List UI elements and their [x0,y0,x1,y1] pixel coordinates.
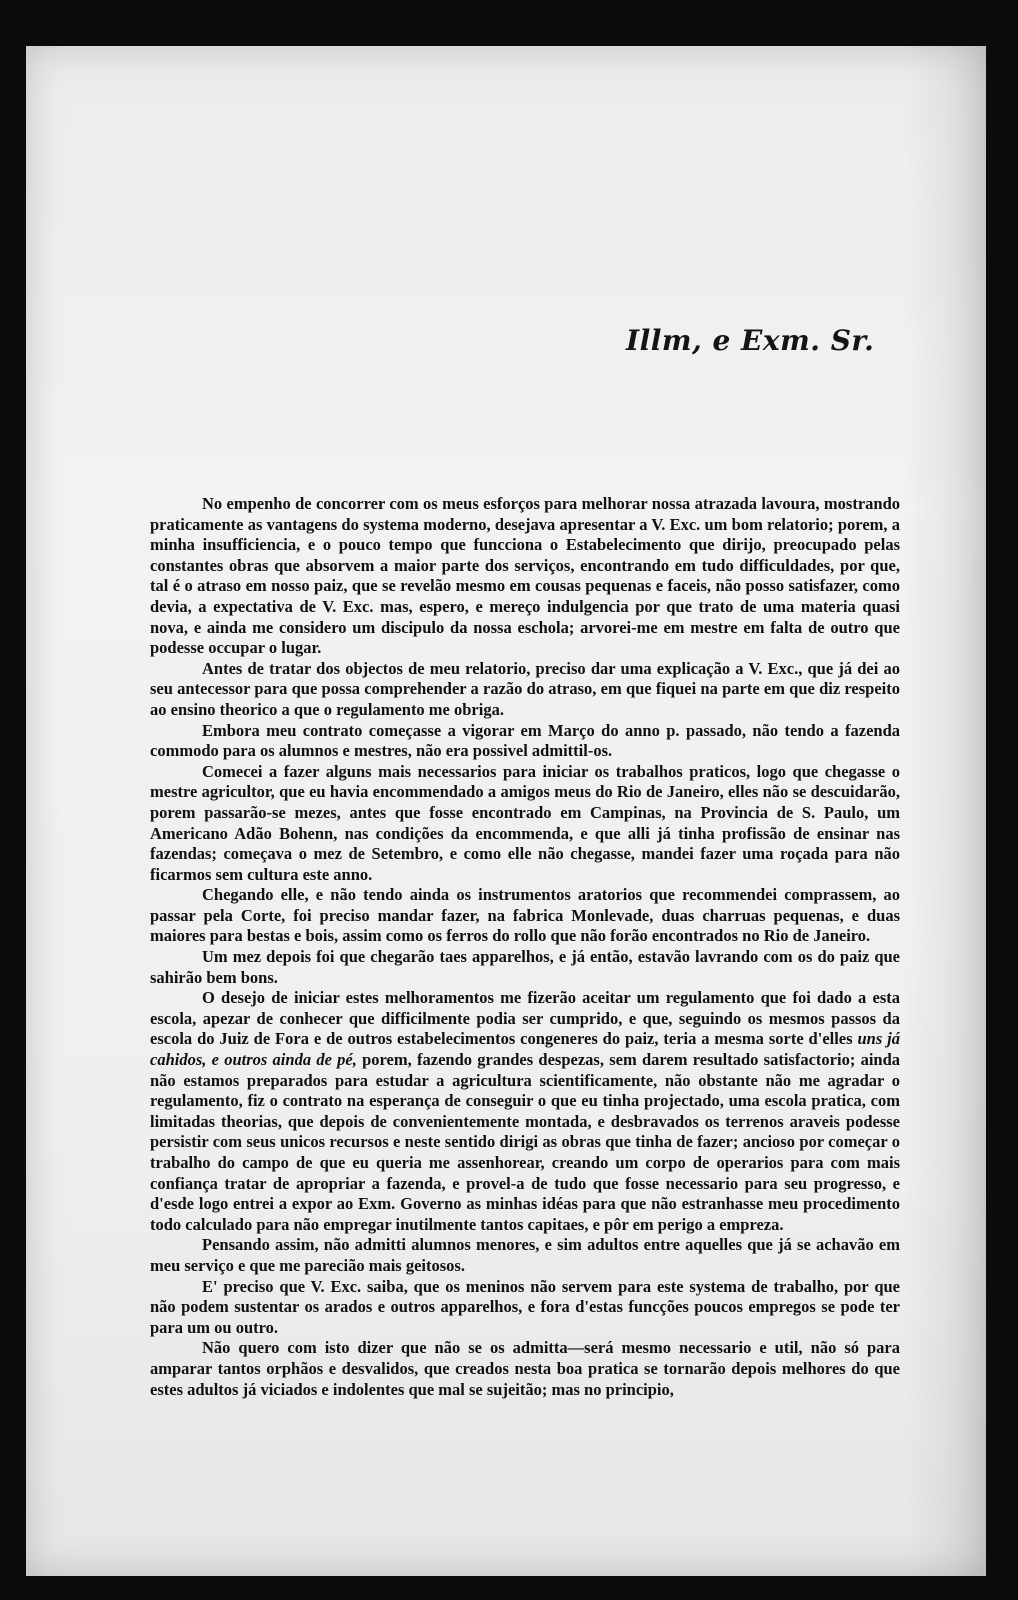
salutation: Illm, e Exm. Sr. [626,324,875,357]
paragraph: Antes de tratar dos objectos de meu relatorio, preciso dar uma explicação a V. Exc., que já dei ao seu antecessor para que possa comprehender a razão do atraso, em que fiquei na parte em que diz respeito ao ensino theorico a que o regulamento me obriga. [150,658,900,719]
paragraph: Embora meu contrato começasse a vigorar em Março do anno p. passado, não tendo a fazenda commodo para os alumnos e mestres, não era possivel admittil-os. [150,720,900,761]
paragraph-text: porem, fazendo grandes despezas, sem darem resultado satisfactorio; ainda não estamos preparados para estudar a agricultura scientificamente, não obstante não me agradar o regulamento, fiz o contrato na esperança de conseguir o que eu tinha projectado, uma escola pratica, com limitadas theorias, que depois de convenientemente montada, e desbravados os terrenos araveis podesse persistir com seus unicos recursos e neste sentido dirigi as obras que tinha de fazer; ancioso por começar o trabalho do campo de que eu queria me assenhorear, creando um corpo de operarios para com mais confiança tratar de apropriar a fazenda, e provel-a de tudo que fosse necessario para seu progresso, e d'esde logo entrei a expor ao Exm. Governo as minhas idéas para que não estranhasse meu procedimento todo calculado para não empregar inutilmente tantos capitaes, e pôr em perigo a empreza. [150,1050,901,1234]
paragraph: Pensando assim, não admitti alumnos menores, e sim adultos entre aquelles que já se achavão em meu serviço e que me parecião mais geitosos. [150,1235,900,1275]
document-page [26,46,986,1576]
paragraph: Um mez depois foi que chegarão taes apparelhos, e já então, estavão lavrando com os do paiz que sahirão bem bons. [150,947,900,987]
paragraph: Chegando elle, e não tendo ainda os instrumentos aratorios que recommendei comprassem, ao passar pela Corte, foi preciso mandar fazer, na fabrica Monlevade, duas charruas pequenas, e duas maiores para bestas e bois, assim como os ferros do rollo que não forão encontrados no Rio de Janeiro. [150,885,900,946]
letter-body [150,494,900,1400]
paragraph-text: O desejo de iniciar estes melhoramentos me fizerão aceitar um regulamento que foi dado a esta escola, apezar de conhecer que difficilmente podia ser cumprido, e que, seguindo os mesmos passos da escola do Juiz de Fora e de outros estabelecimentos congeneres do paiz, teria a mesma sorte d'elles [150,988,900,1049]
italic-phrase: uns já cahidos, e outros ainda de pé, [150,1029,900,1070]
paragraph: Não quero com isto dizer que não se os admitta—será mesmo necessario e util, não só para amparar tantos orphãos e desvalidos, que creados nesta boa pratica se tornarão depois melhores do que estes adultos já viciados e indolentes que mal se sujeitão; mas no principio, [150,1338,900,1399]
paragraph: Comecei a fazer alguns mais necessarios para iniciar os trabalhos praticos, logo que chegasse o mestre agricultor, que eu havia encommendado a amigos meus do Rio de Janeiro, elles não se descuidarão, porem passarão-se mezes, antes que fosse encontrado em Campinas, na Provincia de S. Paulo, um Americano Adão Bohenn, nas condições da encommenda, e que alli já tinha profissão de ensinar nas fazendas; começava o mez de Setembro, e como elle não chegasse, mandei fazer uma roçada para não ficarmos sem cultura este anno. [150,761,900,884]
paragraph: E' preciso que V. Exc. saiba, que os meninos não servem para este systema de trabalho, por que não podem sustentar os arados e outros apparelhos, e fora d'estas funcções poucos empregos se pode ter para um ou outro. [150,1276,900,1337]
paragraph: No empenho de concorrer com os meus esforços para melhorar nossa atrazada lavoura, mostrando praticamente as vantagens do systema moderno, desejava apresentar a V. Exc. um bom relatorio; porem, a minha insufficiencia, e o pouco tempo que funcciona o Estabelecimento que dirijo, preocupado pelas constantes obras que absorvem a maior parte dos serviços, encontrando em tudo difficuldades, por que, tal é o atraso em nosso paiz, que se revelão mesmo em cousas pequenas e faceis, não posso satisfazer, como devia, a expectativa de V. Exc. mas, espero, e mereço indulgencia por que trato de uma materia quasi nova, e ainda me considero um discipulo da nossa eschola; arvorei-me em mestre em falta de outro que podesse occupar o lugar. [150,494,900,658]
paragraph [150,988,900,1235]
